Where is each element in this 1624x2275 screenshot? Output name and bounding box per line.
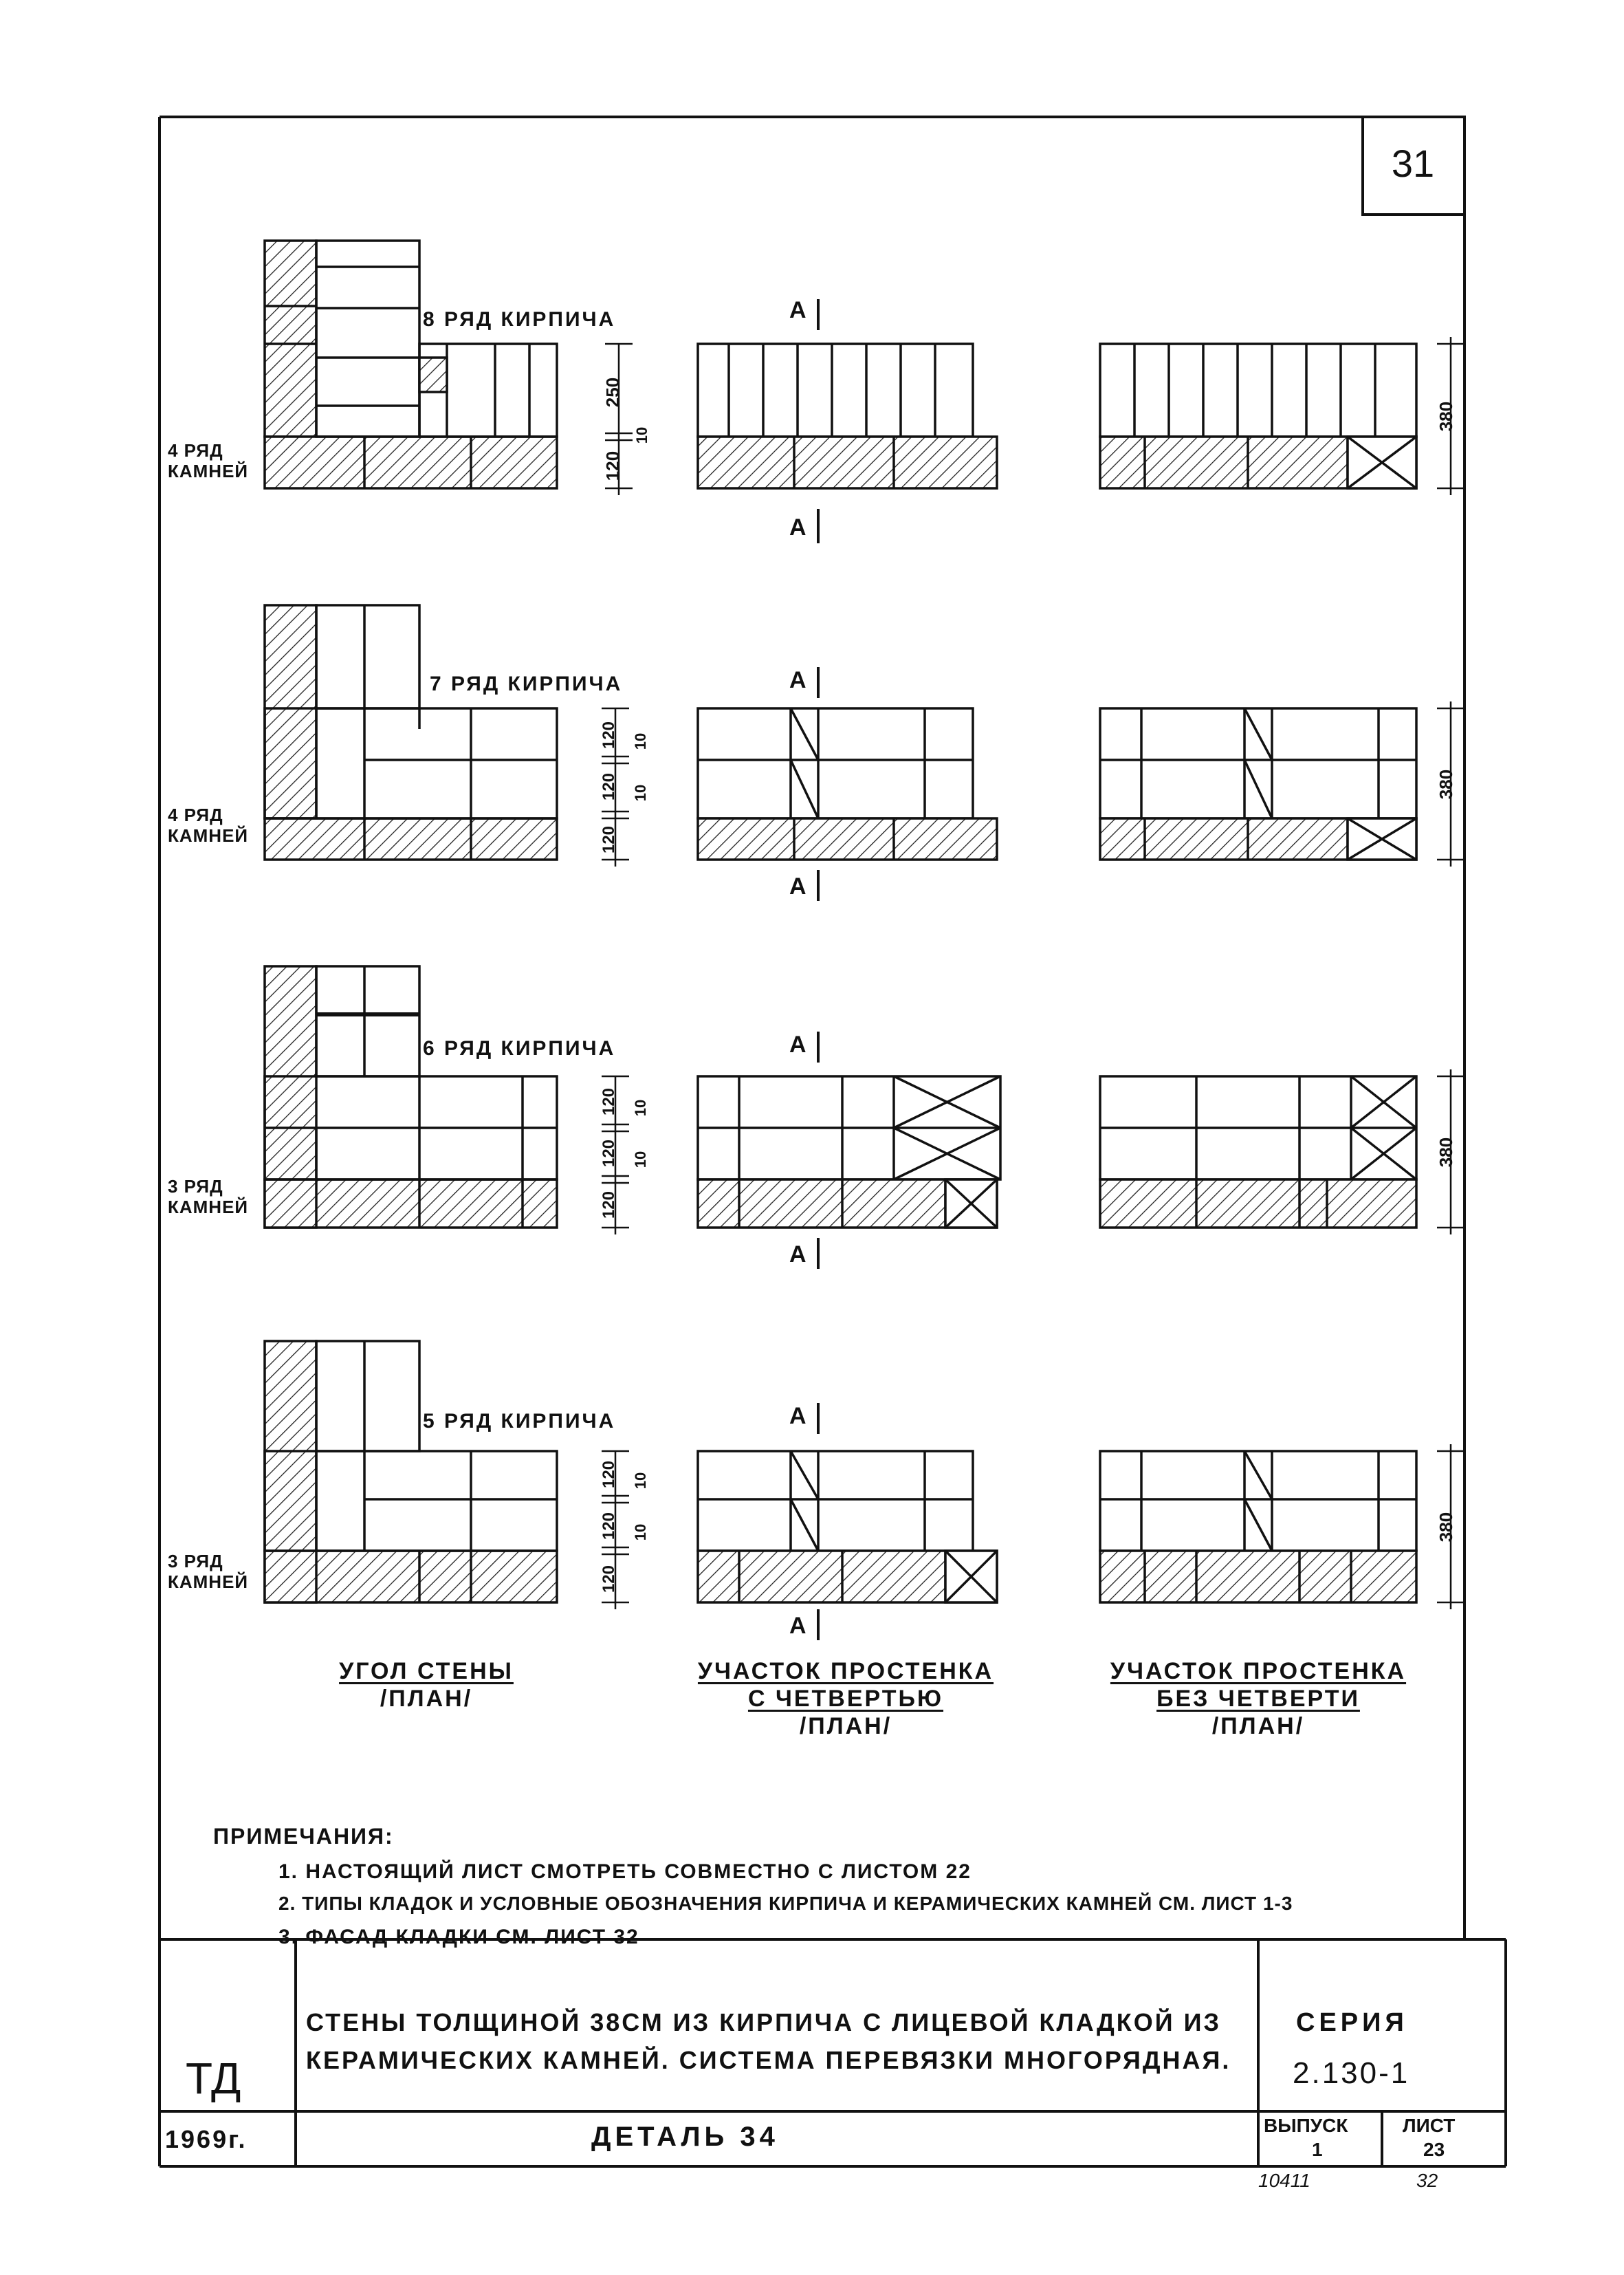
caption-corner bbox=[289, 1657, 564, 1712]
row4-corner-plan bbox=[265, 1341, 557, 1602]
row3-stone-label-line2: КАМНЕЙ bbox=[168, 1197, 249, 1217]
caption-without-quarter-title: УЧАСТОК ПРОСТЕНКА bbox=[1110, 1658, 1407, 1684]
row2-corner-plan bbox=[265, 605, 557, 860]
row2-stone-label-line2: КАМНЕЙ bbox=[168, 825, 249, 846]
row3-brick-label: 6 РЯД КИРПИЧА bbox=[423, 1037, 616, 1060]
issue-value: 1 bbox=[1312, 2139, 1323, 2160]
title-line-2: КЕРАМИЧЕСКИХ КАМНЕЙ. СИСТЕМА ПЕРЕВЯЗКИ МНОГОРЯДНАЯ. bbox=[306, 2046, 1231, 2074]
row2-section-mark-bottom: А bbox=[789, 873, 808, 900]
row4-pier-with-quarter bbox=[698, 1403, 997, 1640]
row2-dim-e: 120 bbox=[600, 825, 619, 854]
row1-stone-label bbox=[168, 440, 248, 481]
row1-pier-with-quarter bbox=[698, 299, 997, 543]
caption-corner-sub: /ПЛАН/ bbox=[380, 1686, 473, 1712]
issue-label: ВЫПУСК bbox=[1264, 2115, 1348, 2136]
row4-overall-dim: 380 bbox=[1436, 1512, 1457, 1543]
row2-overall-dim: 380 bbox=[1436, 769, 1457, 800]
caption-without-quarter-sub: /ПЛАН/ bbox=[1211, 1713, 1305, 1739]
sheet-frame bbox=[160, 117, 1464, 2166]
row1-dim-120: 120 bbox=[602, 450, 624, 481]
row1-overall-dim: 380 bbox=[1436, 401, 1457, 432]
row3-pier-with-quarter bbox=[698, 1032, 1000, 1269]
row2-dim-d: 10 bbox=[632, 784, 650, 802]
row3-corner-plan bbox=[265, 966, 557, 1228]
row1-pier-without-quarter bbox=[1100, 337, 1464, 495]
row2-pier-with-quarter bbox=[698, 667, 997, 901]
row2-pier-without-quarter bbox=[1100, 701, 1464, 867]
row4-section-mark-bottom: А bbox=[789, 1613, 808, 1639]
row2-stone-label-line1: 4 РЯД bbox=[168, 805, 223, 825]
row3-overall-dim: 380 bbox=[1436, 1137, 1457, 1168]
ref-left: 10411 bbox=[1258, 2170, 1310, 2191]
row1-stone-label-line1: 4 РЯД bbox=[168, 440, 223, 461]
caption-pier-with-quarter bbox=[681, 1657, 1011, 1740]
row4-stone-label-line1: 3 РЯД bbox=[168, 1551, 223, 1571]
row1-corner-plan bbox=[265, 241, 557, 488]
row1-dim-10: 10 bbox=[633, 426, 651, 444]
row3-section-mark-bottom: А bbox=[789, 1241, 808, 1267]
note-2: 2. ТИПЫ КЛАДОК И УСЛОВНЫЕ ОБОЗНАЧЕНИЯ КИРПИЧА И КЕРАМИЧЕСКИХ КАМНЕЙ СМ. ЛИСТ 1-3 bbox=[278, 1893, 1293, 1914]
sheet-value: 23 bbox=[1423, 2139, 1445, 2160]
caption-corner-title: УГОЛ СТЕНЫ bbox=[339, 1658, 514, 1684]
row4-dim-b: 10 bbox=[632, 1472, 650, 1490]
detail-label: ДЕТАЛЬ 34 bbox=[591, 2122, 779, 2152]
row1-dim-250: 250 bbox=[602, 377, 624, 408]
row3-dim-a: 120 bbox=[600, 1087, 619, 1116]
series-label: СЕРИЯ bbox=[1296, 2008, 1408, 2037]
row4-section-mark-top: А bbox=[789, 1403, 808, 1429]
caption-pier-without-quarter bbox=[1086, 1657, 1430, 1740]
title-line-1: СТЕНЫ ТОЛЩИНОЙ 38СМ ИЗ КИРПИЧА С ЛИЦЕВОЙ КЛАДКОЙ ИЗ bbox=[306, 2008, 1222, 2036]
row3-dim-e: 120 bbox=[600, 1190, 619, 1219]
row1-section-mark-top: А bbox=[789, 297, 808, 323]
row2-brick-label: 7 РЯД КИРПИЧА bbox=[430, 673, 623, 695]
note-3: 3. ФАСАД КЛАДКИ СМ. ЛИСТ 32 bbox=[278, 1926, 639, 1948]
row3-stone-label-line1: 3 РЯД bbox=[168, 1176, 223, 1197]
row2-dim-b: 10 bbox=[632, 732, 650, 750]
row3-section-mark-top: А bbox=[789, 1032, 808, 1058]
caption-with-quarter-title: УЧАСТОК ПРОСТЕНКА bbox=[697, 1658, 994, 1684]
row3-dim-b: 10 bbox=[632, 1099, 650, 1117]
row3-pier-without-quarter bbox=[1100, 1069, 1464, 1234]
row2-dim-c: 120 bbox=[600, 772, 619, 801]
row4-dim-a: 120 bbox=[600, 1460, 619, 1489]
row3-dim-d: 10 bbox=[632, 1151, 650, 1168]
page-number: 31 bbox=[1391, 142, 1435, 185]
note-1: 1. НАСТОЯЩИЙ ЛИСТ СМОТРЕТЬ СОВМЕСТНО С ЛИСТОМ 22 bbox=[278, 1860, 972, 1883]
row4-stone-label-line2: КАМНЕЙ bbox=[168, 1571, 249, 1592]
row3-stone-label bbox=[168, 1176, 248, 1217]
row3-dim-c: 120 bbox=[600, 1139, 619, 1168]
caption-with-quarter-title2: С ЧЕТВЕРТЬЮ bbox=[747, 1686, 944, 1712]
caption-without-quarter-title2: БЕЗ ЧЕТВЕРТИ bbox=[1156, 1686, 1360, 1712]
row4-dim-c: 120 bbox=[600, 1512, 619, 1541]
caption-with-quarter-sub: /ПЛАН/ bbox=[799, 1713, 892, 1739]
row4-stone-label bbox=[168, 1551, 248, 1592]
row4-dim-e: 120 bbox=[600, 1565, 619, 1593]
series-value: 2.130-1 bbox=[1293, 2056, 1410, 2090]
row1-section-mark-bottom: А bbox=[789, 514, 808, 541]
year: 1969г. bbox=[165, 2125, 248, 2153]
row2-section-mark-top: А bbox=[789, 667, 808, 693]
row1-stone-label-line2: КАМНЕЙ bbox=[168, 461, 249, 481]
notes-heading: ПРИМЕЧАНИЯ: bbox=[213, 1824, 394, 1849]
row1-brick-label: 8 РЯД КИРПИЧА bbox=[423, 308, 616, 331]
row2-dim-a: 120 bbox=[600, 721, 619, 750]
sheet-label: ЛИСТ bbox=[1403, 2115, 1456, 2136]
row4-pier-without-quarter bbox=[1100, 1444, 1464, 1609]
row2-stone-label bbox=[168, 805, 248, 846]
ref-right: 32 bbox=[1416, 2170, 1438, 2191]
title-block-logo: ТД bbox=[186, 2054, 241, 2103]
row4-brick-label: 5 РЯД КИРПИЧА bbox=[423, 1410, 616, 1433]
row4-dim-d: 10 bbox=[632, 1523, 650, 1541]
